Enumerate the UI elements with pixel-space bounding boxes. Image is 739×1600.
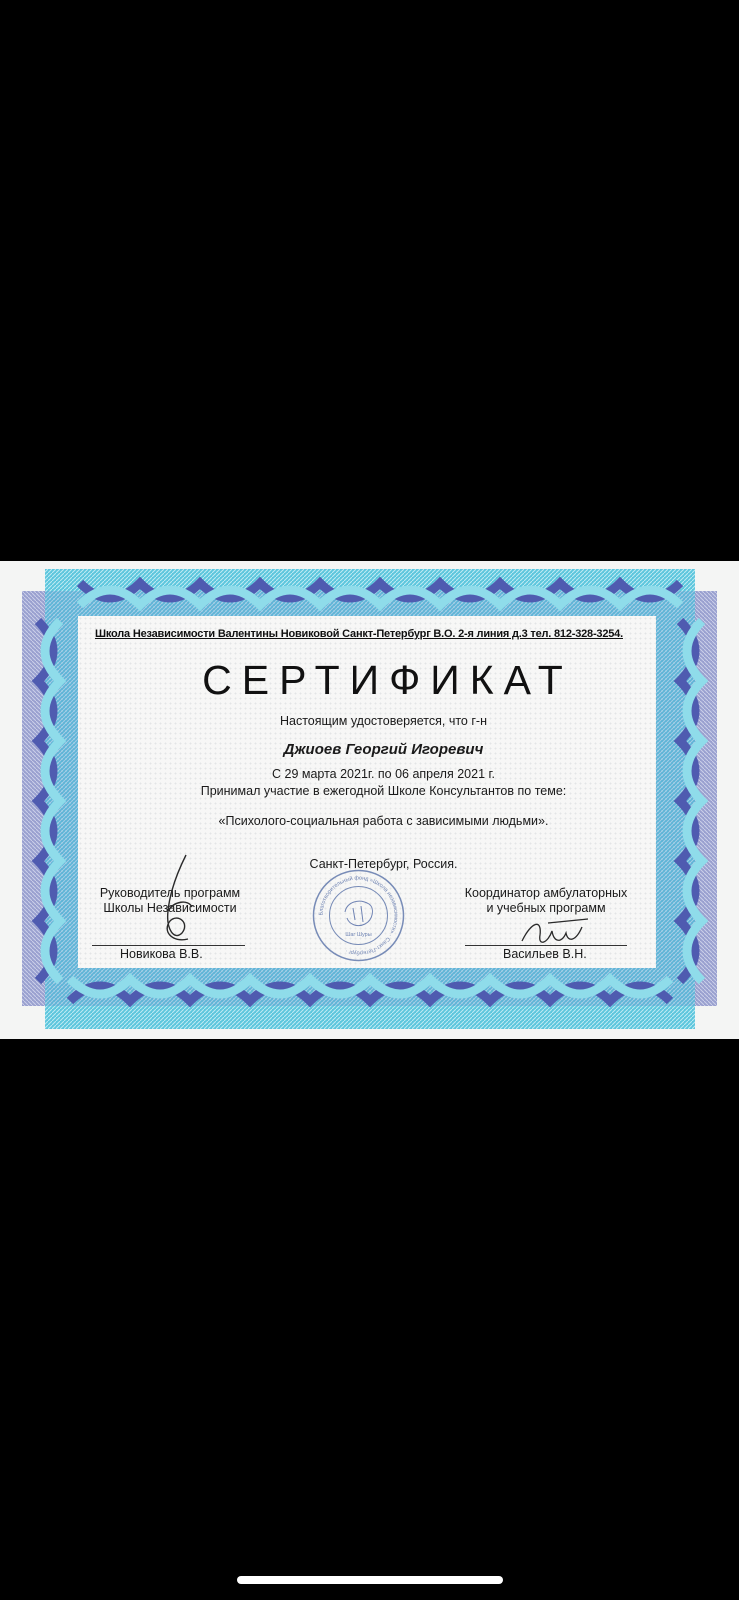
participation-text: Принимал участие в ежегодной Школе Консультантов по теме: xyxy=(200,784,567,798)
recipient-name: Джиоев Георгий Игоревич xyxy=(283,741,484,758)
right-role-line2: и учебных программ xyxy=(486,901,606,915)
left-role-line1: Руководитель программ xyxy=(99,886,241,900)
left-role-line2: Школы Независимости xyxy=(103,901,237,915)
left-signature-icon xyxy=(148,851,218,951)
school-header: Школа Независимости Валентины Новиковой Санкт-Петербург В.О. 2-я линия д.3 тел. 812-328-3254. xyxy=(95,628,623,640)
left-signatory-name: Новикова В.В. xyxy=(120,947,203,961)
right-role-line1: Координатор амбулаторных xyxy=(464,886,628,900)
right-signatory-name: Васильев В.Н. xyxy=(503,947,587,961)
round-stamp-icon xyxy=(311,868,406,963)
right-signature-icon xyxy=(518,913,598,953)
intro-text: Настоящим удостоверяется, что г-н xyxy=(279,714,487,728)
right-signatory-role xyxy=(458,886,634,916)
course-topic: «Психолого-социальная работа с зависимыми людьми». xyxy=(218,814,549,828)
stamp-outer-text: Благотворительный фонд «Школа независимости» · Санкт-Петербург · xyxy=(318,875,399,956)
stamp-center-text: Шаг Шуры xyxy=(345,932,372,938)
certificate-photo xyxy=(0,561,739,1039)
issue-city: Санкт-Петербург, Россия. xyxy=(309,857,458,871)
certificate-title: СЕРТИФИКАТ xyxy=(202,657,573,703)
course-dates: С 29 марта 2021г. по 06 апреля 2021 г. xyxy=(272,767,495,781)
home-indicator[interactable] xyxy=(237,1576,503,1584)
